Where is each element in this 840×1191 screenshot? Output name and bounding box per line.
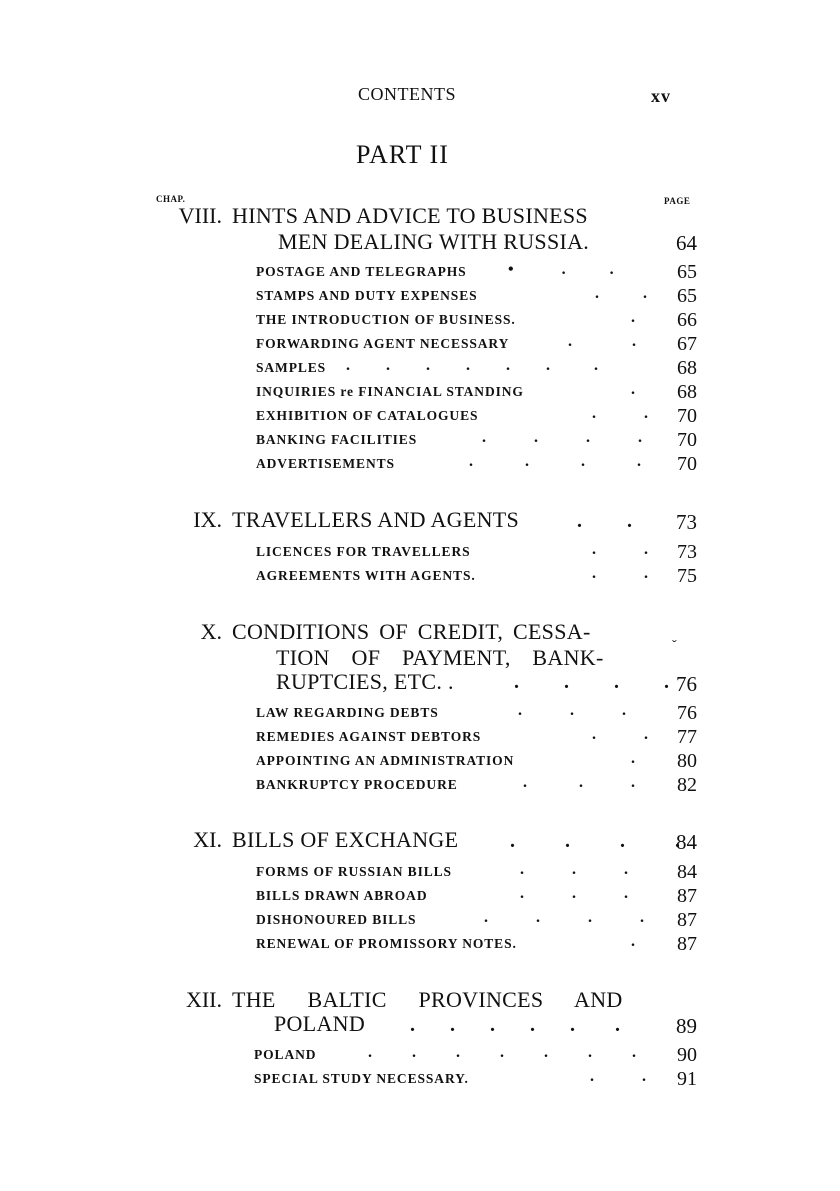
chap-column-label: CHAP. bbox=[156, 194, 186, 204]
leader-dots: . . bbox=[568, 333, 636, 350]
toc-sub-page: 70 bbox=[677, 453, 697, 475]
running-head: CONTENTS bbox=[358, 84, 456, 104]
toc-sub-entry: BANKRUPTCY PROCEDURE bbox=[256, 777, 458, 792]
chapter-number: IX. bbox=[193, 507, 222, 532]
toc-sub-entry: RENEWAL OF PROMISSORY NOTES. bbox=[256, 936, 517, 951]
leader-dots: • . . bbox=[508, 261, 614, 278]
chapter-title-line: RUPTCIES, ETC. . bbox=[276, 669, 454, 694]
chapter-page: 89 bbox=[676, 1014, 697, 1038]
chapter-title-line: CONDITIONS OF CREDIT, CESSA- bbox=[232, 619, 591, 644]
chapter-title-line: HINTS AND ADVICE TO BUSINESS bbox=[232, 203, 588, 228]
leader-dots: . . bbox=[577, 510, 632, 532]
toc-sub-entry: FORWARDING AGENT NECESSARY bbox=[256, 336, 510, 351]
toc-sub-entry: POLAND bbox=[254, 1047, 317, 1062]
toc-sub-page: 70 bbox=[677, 429, 697, 451]
toc-sub-entry: LICENCES FOR TRAVELLERS bbox=[256, 544, 471, 559]
toc-sub-entry: FORMS OF RUSSIAN BILLS bbox=[256, 864, 452, 879]
leader-dots: . . bbox=[592, 726, 648, 743]
leader-dots: . . bbox=[592, 405, 648, 422]
margin-mark: ˬ bbox=[672, 628, 677, 643]
leader-dots: . . . . bbox=[482, 429, 642, 446]
toc-sub-entry: INQUIRIES re FINANCIAL STANDING bbox=[256, 384, 524, 399]
toc-sub-page: 70 bbox=[677, 405, 697, 427]
chapter-number: XI. bbox=[193, 827, 222, 852]
leader-dots: . . . bbox=[518, 702, 626, 719]
toc-sub-page: 90 bbox=[677, 1044, 697, 1066]
toc-sub-page: 67 bbox=[677, 333, 697, 355]
toc-sub-page: 77 bbox=[677, 726, 697, 748]
toc-sub-page: 73 bbox=[677, 541, 697, 563]
toc-sub-entry: APPOINTING AN ADMINISTRATION bbox=[256, 753, 515, 768]
page-column-label: PAGE bbox=[664, 196, 691, 206]
chapter-page: 64 bbox=[676, 231, 697, 255]
page-number: xv bbox=[651, 86, 671, 106]
chapter-number: XII. bbox=[185, 987, 222, 1012]
toc-sub-entry: POSTAGE AND TELEGRAPHS bbox=[256, 264, 467, 279]
leader-dots: . . . . bbox=[484, 909, 644, 926]
toc-sub-page: 87 bbox=[677, 909, 697, 931]
leader-dots: . . bbox=[595, 285, 647, 302]
leader-dots: . . . bbox=[523, 774, 635, 791]
leader-dots: . . bbox=[590, 1068, 646, 1085]
toc-sub-entry: BILLS DRAWN ABROAD bbox=[256, 888, 428, 903]
toc-sub-entry: AGREEMENTS WITH AGENTS. bbox=[256, 568, 476, 583]
chapter-title-line: BILLS OF EXCHANGE bbox=[232, 827, 459, 852]
toc-sub-page: 68 bbox=[677, 357, 697, 379]
leader-dots: . bbox=[631, 309, 635, 326]
chapter-page: 76 bbox=[676, 672, 697, 696]
toc-sub-page: 76 bbox=[677, 702, 697, 724]
toc-sub-entry: BANKING FACILITIES bbox=[256, 432, 418, 447]
toc-sub-page: 87 bbox=[677, 885, 697, 907]
chapter-title-line: MEN DEALING WITH RUSSIA. bbox=[278, 229, 590, 254]
toc-sub-entry: DISHONOURED BILLS bbox=[256, 912, 417, 927]
chapter-number: VIII. bbox=[178, 203, 222, 228]
leader-dots: . . . bbox=[520, 861, 628, 878]
leader-dots: . . . . bbox=[469, 453, 641, 470]
toc-sub-page: 68 bbox=[677, 381, 697, 403]
chapter-page: 73 bbox=[676, 510, 697, 534]
toc-sub-entry: SAMPLES bbox=[256, 360, 327, 375]
toc-sub-page: 65 bbox=[677, 261, 697, 283]
chapter-number: X. bbox=[200, 619, 222, 644]
toc-sub-entry: ADVERTISEMENTS bbox=[256, 456, 395, 471]
leader-dots: . . . . . . . bbox=[368, 1044, 636, 1061]
leader-dots: . bbox=[631, 750, 635, 767]
toc-sub-page: 65 bbox=[677, 285, 697, 307]
toc-sub-entry: EXHIBITION OF CATALOGUES bbox=[256, 408, 479, 423]
leader-dots: . . . . . . bbox=[410, 1014, 620, 1036]
chapter-title-line: THE BALTIC PROVINCES AND bbox=[232, 987, 623, 1012]
chapter-title-line: TRAVELLERS AND AGENTS bbox=[232, 507, 520, 532]
toc-sub-entry: STAMPS AND DUTY EXPENSES bbox=[256, 288, 478, 303]
toc-sub-page: 84 bbox=[677, 861, 697, 883]
toc-sub-entry: THE INTRODUCTION OF BUSINESS. bbox=[256, 312, 516, 327]
leader-dots: . . . . bbox=[510, 830, 680, 852]
toc-sub-page: 82 bbox=[677, 774, 697, 796]
chapter-title-line: POLAND bbox=[274, 1011, 366, 1036]
toc-sub-page: 75 bbox=[677, 565, 697, 587]
chapter-title-line: TION OF PAYMENT, BANK- bbox=[276, 645, 604, 670]
leader-dots: . bbox=[631, 381, 635, 398]
leader-dots: . . . . bbox=[514, 671, 669, 693]
toc-sub-page: 80 bbox=[677, 750, 697, 772]
toc-sub-page: 66 bbox=[677, 309, 697, 331]
toc-sub-page: 91 bbox=[677, 1068, 697, 1090]
leader-dots: . . . bbox=[520, 885, 628, 902]
leader-dots: . . bbox=[592, 541, 648, 558]
toc-sub-entry: LAW REGARDING DEBTS bbox=[256, 705, 439, 720]
toc-sub-entry: REMEDIES AGAINST DEBTORS bbox=[256, 729, 482, 744]
leader-dots: . . . . . . . bbox=[346, 357, 598, 374]
toc-sub-page: 87 bbox=[677, 933, 697, 955]
part-title: PART II bbox=[356, 140, 449, 169]
leader-dots: . bbox=[631, 933, 635, 950]
toc-sub-entry: SPECIAL STUDY NECESSARY. bbox=[254, 1071, 469, 1086]
leader-dots: . . bbox=[592, 565, 648, 582]
chapter-page: 84 bbox=[676, 830, 697, 854]
